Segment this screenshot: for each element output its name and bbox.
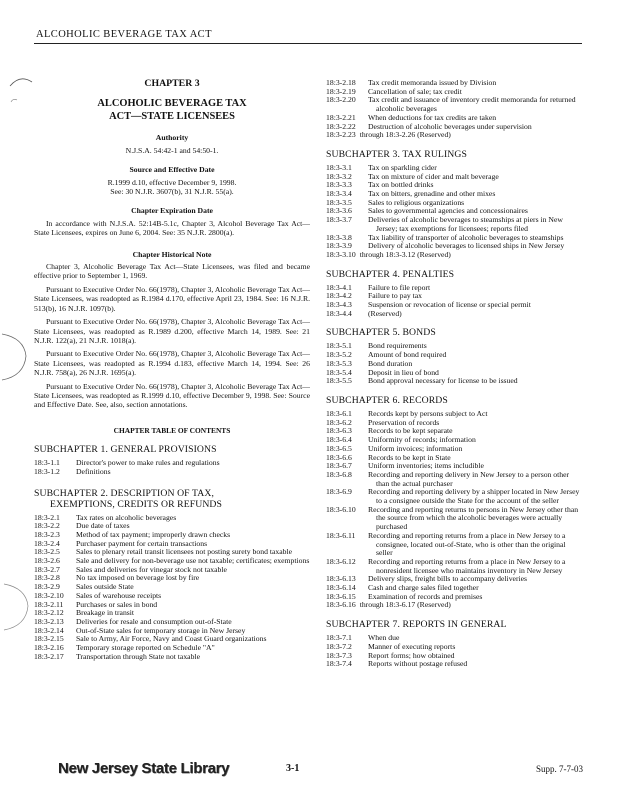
section-number: 18:3-3.6 — [326, 206, 352, 216]
section-title: Deliveries of alcoholic beverages to steamships at piers in New Jersey; tax exemptions for licensees; reports filed — [368, 215, 563, 233]
section-title: Breakage in transit — [76, 608, 135, 618]
section-title: Records kept by persons subject to Act — [368, 408, 488, 418]
section-number: 18:3-3.8 — [326, 232, 352, 242]
section-title: Manner of executing reports — [368, 641, 456, 651]
section-title: Uniform invoices; information — [368, 443, 463, 453]
section-title: Tax on bottled drinks — [368, 180, 434, 190]
section-number: 18:3-2.2 — [34, 521, 60, 531]
section-number: 18:3-7.3 — [326, 650, 352, 660]
section-title: Recording and reporting delivery by a shipper located in New Jersey to a consignee outside the State for the account of the seller — [368, 487, 580, 506]
section-title: Sales of warehouse receipts — [76, 590, 162, 600]
section-title: Recording and reporting returns from a place in New Jersey to a consignee, located out-of-State, who is other than the original seller — [368, 530, 566, 558]
section-number: 18:3-2.14 — [34, 625, 64, 635]
section-number: 18:3-6.13 — [326, 574, 356, 584]
section-title: Cancellation of sale; tax credit — [368, 86, 462, 96]
authority-text: N.J.S.A. 54:42-1 and 54:50-1. — [125, 145, 219, 155]
history-paragraph: Chapter 3, Alcoholic Beverage Tax Act—State Licensees, was filed and became effective prior to September 1, 1969. — [34, 262, 310, 281]
section-title: Deposit in lieu of bond — [368, 367, 439, 377]
toc-entry — [326, 284, 584, 293]
section-number: 18:3-6.14 — [326, 583, 356, 593]
section-number: 18:3-5.2 — [326, 350, 352, 360]
section-number: 18:3-6.1 — [326, 408, 352, 418]
section-title: Method of tax payment; improperly drawn checks — [76, 529, 231, 539]
section-number: 18:3-5.5 — [326, 376, 352, 386]
section-number: 18:3-6.8 — [326, 469, 352, 479]
toc-entry-reserved — [326, 131, 584, 140]
section-number: 18:3-2.16 — [34, 643, 64, 653]
section-title: Sales to religious organizations — [368, 197, 465, 207]
section-number: 18:3-2.7 — [34, 564, 60, 574]
section-number: 18:3-2.17 — [34, 651, 64, 661]
history-paragraph: Pursuant to Executive Order No. 66(1978), Chapter 3, Alcoholic Beverage Tax Act—State Licensees, was readopted as R.1984 d.170, effective April 23, 1984. See: 16 N.J.R. 513(b), 16 N.J.R. 1097(b). — [34, 284, 310, 313]
toc-heading: CHAPTER TABLE OF CONTENTS — [113, 425, 231, 435]
section-number: 18:3-2.10 — [34, 590, 64, 600]
subchapter-4-list — [326, 284, 584, 319]
section-number: 18:3-7.4 — [326, 659, 352, 669]
section-title: Sale and delivery for non-beverage use not taxable; certificates; exemptions — [76, 556, 310, 566]
source-heading: Source and Effective Date — [129, 165, 215, 175]
source-line: See: 30 N.J.R. 3607(b), 31 N.J.R. 55(a). — [110, 187, 234, 197]
header-rule — [34, 43, 582, 44]
toc-entry-reserved — [326, 601, 584, 610]
section-title: Sales to plenary retail transit licensees not posting surety bond taxable — [76, 547, 293, 557]
section-title: Director's power to make rules and regulations — [76, 458, 220, 468]
chapter-title-line: ACT—STATE LICENSEES — [109, 110, 235, 122]
section-title: through 18:3-6.17 (Reserved) — [359, 600, 451, 610]
toc-entry — [326, 445, 584, 454]
subchapter-5-list — [326, 342, 584, 386]
section-number: 18:3-6.6 — [326, 452, 352, 462]
section-number: 18:3-2.21 — [326, 112, 356, 122]
section-number: 18:3-2.19 — [326, 86, 356, 96]
section-number: 18:3-3.5 — [326, 197, 352, 207]
section-title: When due — [368, 633, 400, 643]
section-number: 18:3-6.10 — [326, 504, 356, 514]
subchapter-3-heading: SUBCHAPTER 3. TAX RULINGS — [326, 148, 467, 160]
section-title: Tax rates on alcoholic beverages — [76, 512, 177, 522]
subchapter-1-list — [34, 459, 310, 476]
section-number: 18:3-2.22 — [326, 121, 356, 131]
left-column — [34, 60, 310, 662]
section-title: Tax on sparkling cider — [368, 162, 437, 172]
section-number: 18:3-3.10 — [326, 249, 356, 259]
section-title: Destruction of alcoholic beverages under supervision — [368, 121, 532, 131]
section-title: Preservation of records — [368, 417, 440, 427]
section-title: Out-of-State sales for temporary storage in New Jersey — [76, 625, 246, 635]
section-number: 18:3-2.5 — [34, 547, 60, 557]
section-number: 18:3-3.1 — [326, 162, 352, 172]
subchapter-2-heading — [34, 488, 310, 510]
history-heading: Chapter Historical Note — [132, 249, 212, 259]
section-title: Cash and charge sales filed together — [368, 583, 479, 593]
section-title: Tax credit and issuance of inventory credit memoranda for returned alcoholic beverages — [368, 95, 576, 114]
section-title: Definitions — [76, 466, 111, 476]
toc-entry — [326, 310, 584, 319]
toc-entry — [326, 342, 584, 351]
toc-entry — [34, 653, 310, 662]
section-number: 18:3-6.15 — [326, 591, 356, 601]
authority-heading: Authority — [155, 133, 189, 143]
section-title: Failure to file report — [368, 282, 431, 292]
supplement-date: Supp. 7-7-03 — [536, 764, 583, 774]
toc-entry-reserved — [326, 251, 584, 260]
chapter-title — [34, 98, 310, 123]
toc-entry — [34, 468, 310, 477]
toc-entry — [326, 173, 584, 182]
section-title: Delivery slips, freight bills to accompany deliveries — [368, 574, 528, 584]
section-title: Purchases or sales in bond — [76, 599, 158, 609]
section-number: 18:3-5.3 — [326, 358, 352, 368]
section-number: 18:3-3.9 — [326, 241, 352, 251]
subchapter-1-heading: SUBCHAPTER 1. GENERAL PROVISIONS — [34, 444, 217, 456]
section-number: 18:3-6.9 — [326, 487, 352, 497]
subchapter-7-heading: SUBCHAPTER 7. REPORTS IN GENERAL — [326, 619, 507, 631]
section-title: Amount of bond required — [368, 350, 447, 360]
section-title: Sales outside State — [76, 582, 134, 592]
toc-entry — [326, 660, 584, 669]
section-number: 18:3-2.20 — [326, 95, 356, 105]
toc-entry — [326, 351, 584, 360]
section-title: No tax imposed on beverage lost by fire — [76, 573, 200, 583]
section-number: 18:3-2.13 — [34, 617, 64, 626]
section-number: 18:3-5.1 — [326, 341, 352, 351]
section-number: 18:3-6.16 — [326, 600, 356, 610]
section-title: Sale to Army, Air Force, Navy and Coast Guard organizations — [76, 634, 267, 644]
expiration-text: In accordance with N.J.S.A. 52:14B-5.1c, Chapter 3, Alcohol Beverage Tax Act—State Licensees, expires on June 6, 2004. See: 35 N.J.R. 2800(a). — [34, 218, 310, 238]
section-number: 18:3-2.11 — [34, 599, 64, 609]
section-title: Tax credit memoranda issued by Division — [368, 78, 497, 87]
section-title: through 18:3-2.26 (Reserved) — [359, 130, 451, 140]
section-number: 18:3-2.23 — [326, 130, 356, 140]
toc-entry — [326, 488, 584, 505]
section-number: 18:3-7.2 — [326, 641, 352, 651]
section-title: Examination of records and premises — [368, 591, 483, 601]
section-title: Uniform inventories; items includible — [368, 461, 484, 471]
toc-entry — [326, 216, 584, 233]
section-title: Transportation through State not taxable — [76, 651, 200, 661]
toc-entry — [326, 532, 584, 558]
section-number: 18:3-2.12 — [34, 608, 64, 618]
toc-entry — [326, 360, 584, 369]
section-number: 18:3-3.4 — [326, 189, 352, 199]
section-number: 18:3-6.2 — [326, 417, 352, 427]
section-number: 18:3-4.1 — [326, 282, 352, 292]
subchapter-5-heading: SUBCHAPTER 5. BONDS — [326, 327, 436, 339]
subchapter-2-continued-list — [326, 79, 584, 140]
section-number: 18:3-5.4 — [326, 367, 352, 377]
section-number: 18:3-6.4 — [326, 435, 352, 445]
section-title: Reports without postage refused — [368, 659, 468, 669]
section-title: Tax on bitters, grenadine and other mixes — [368, 189, 496, 199]
section-number: 18:3-4.4 — [326, 308, 352, 318]
section-title: (Reserved) — [368, 308, 402, 318]
library-stamp: New Jersey State Library — [58, 760, 230, 777]
toc-entry — [326, 377, 584, 386]
section-title: Bond duration — [368, 358, 413, 368]
subchapter-2-list — [34, 514, 310, 662]
subchapter-4-heading: SUBCHAPTER 4. PENALTIES — [326, 268, 455, 280]
section-title: Recording and reporting delivery in New Jersey to a person other than the actual purchaser — [368, 469, 570, 488]
section-title: Tax on mixture of cider and malt beverage — [368, 171, 499, 181]
toc-entry — [326, 301, 584, 310]
subchapter-7-list — [326, 634, 584, 669]
section-number: 18:3-2.9 — [34, 582, 60, 592]
section-number: 18:3-4.3 — [326, 300, 352, 310]
section-title: Bond requirements — [368, 341, 427, 351]
section-number: 18:3-1.1 — [34, 458, 60, 468]
section-title: Due date of taxes — [76, 521, 130, 531]
expiration-heading: Chapter Expiration Date — [131, 206, 213, 216]
section-title: Sales and deliveries for vinegar stock not taxable — [76, 564, 227, 574]
section-title: Failure to pay tax — [368, 291, 423, 301]
section-title: Suspension or revocation of license or special permit — [368, 300, 531, 310]
toc-entry — [326, 558, 584, 575]
section-number: 18:3-2.15 — [34, 634, 64, 644]
subchapter-heading-line: SUBCHAPTER 2. DESCRIPTION OF TAX, — [34, 487, 214, 499]
section-number: 18:3-6.7 — [326, 461, 352, 471]
source-line: R.1999 d.10, effective December 9, 1998. — [107, 177, 237, 187]
section-number: 18:3-3.2 — [326, 171, 352, 181]
section-number: 18:3-4.2 — [326, 291, 352, 301]
section-number: 18:3-6.3 — [326, 426, 352, 436]
subchapter-3-list — [326, 164, 584, 260]
section-title: Bond approval necessary for license to be issued — [368, 376, 518, 386]
section-number: 18:3-2.8 — [34, 573, 60, 583]
section-number: 18:3-7.1 — [326, 633, 352, 643]
toc-entry — [326, 506, 584, 532]
section-title: Recording and reporting returns to persons in New Jersey other than the source from which the alcoholic beverages were actually purchased — [368, 504, 579, 532]
section-title: through 18:3-3.12 (Reserved) — [359, 249, 451, 259]
scan-hole-mark — [0, 328, 32, 384]
section-title: Purchaser payment for certain transactions — [76, 538, 208, 548]
section-number: 18:3-2.3 — [34, 529, 60, 539]
toc-entry — [326, 410, 584, 419]
section-title: Report forms; how obtained — [368, 650, 455, 660]
section-title: Deliveries for resale and consumption out-of-State — [76, 617, 232, 626]
section-title: Delivery of alcoholic beverages to licensed ships in New Jersey — [368, 241, 565, 251]
section-number: 18:3-6.11 — [326, 530, 356, 540]
toc-entry — [326, 96, 584, 113]
history-paragraph: Pursuant to Executive Order No. 66(1978), Chapter 3, Alcoholic Beverage Tax Act—State Licensees, was readopted as R.1994 d.183, effective March 14, 1994. See: 26 N.J.R. 758(a), 26 N.J.R. 1695(a). — [34, 349, 310, 378]
section-title: Records to be kept separate — [368, 426, 453, 436]
section-number: 18:3-1.2 — [34, 466, 60, 476]
section-number: 18:3-6.12 — [326, 556, 356, 566]
section-number: 18:3-6.5 — [326, 443, 352, 453]
section-number: 18:3-3.7 — [326, 215, 352, 225]
toc-entry — [326, 643, 584, 652]
page-number: 3-1 — [286, 763, 300, 774]
toc-entry — [326, 419, 584, 428]
toc-entry — [326, 471, 584, 488]
section-title: Sales to governmental agencies and concessionaires — [368, 206, 528, 216]
section-title: Tax liability of transporter of alcoholic beverages to steamships — [368, 232, 564, 242]
running-header: ALCOHOLIC BEVERAGE TAX ACT — [36, 29, 212, 40]
section-number: 18:3-2.6 — [34, 556, 60, 566]
subchapter-6-heading: SUBCHAPTER 6. RECORDS — [326, 394, 448, 406]
section-number: 18:3-2.18 — [326, 78, 356, 87]
section-title: When deductions for tax credits are taken — [368, 112, 497, 122]
section-number: 18:3-2.4 — [34, 538, 60, 548]
subchapter-heading-line: EXEMPTIONS, CREDITS OR REFUNDS — [50, 498, 223, 510]
section-title: Recording and reporting returns from a place in New Jersey to a nonresident licensee who maintains inventory in New Jersey — [368, 556, 566, 575]
subchapter-6-list — [326, 410, 584, 610]
section-title: Records to be kept in State — [368, 452, 451, 462]
section-number: 18:3-3.3 — [326, 180, 352, 190]
scan-hole-mark — [2, 578, 34, 634]
section-number: 18:3-2.1 — [34, 512, 60, 522]
history-paragraph: Pursuant to Executive Order No. 66(1978), Chapter 3, Alcoholic Beverage Tax Act—State Licensees, was readopted as R.1999 d.10, effective December 9, 1998. See: Source and Effective Date. See, also, section annotations. — [34, 381, 310, 410]
section-title: Uniformity of records; information — [368, 435, 476, 445]
right-column — [326, 79, 584, 669]
section-title: Temporary storage reported on Schedule "A" — [76, 643, 215, 653]
history-paragraph: Pursuant to Executive Order No. 66(1978), Chapter 3, Alcoholic Beverage Tax Act—State Licensees, was readopted as R.1989 d.200, effective March 14, 1989. See: 21 N.J.R. 122(a), 21 N.J.R. 1018(a). — [34, 317, 310, 345]
toc-entry — [326, 634, 584, 643]
chapter-number: CHAPTER 3 — [144, 78, 200, 89]
chapter-title-line: ALCOHOLIC BEVERAGE TAX — [97, 98, 247, 110]
